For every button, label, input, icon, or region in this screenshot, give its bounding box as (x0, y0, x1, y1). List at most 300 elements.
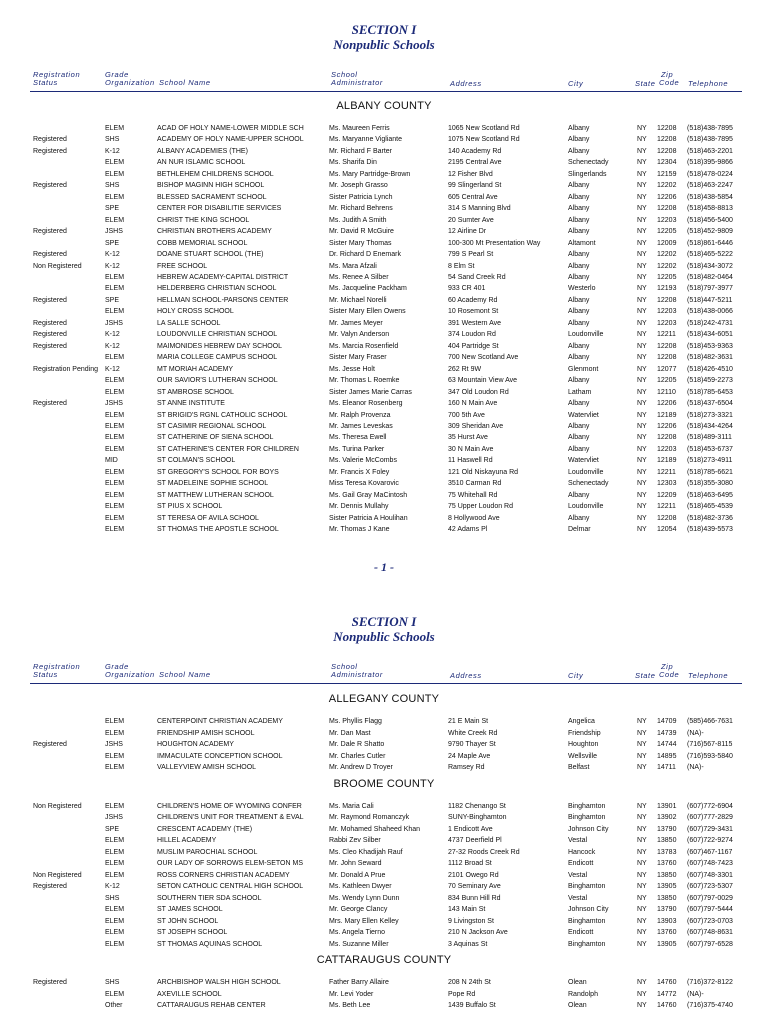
cell-state: NY (637, 377, 647, 385)
cell-telephone: (518)273-3321 (687, 411, 733, 419)
header-school-name: School Name (159, 670, 211, 679)
cell-telephone: (518)456-5400 (687, 216, 733, 224)
cell-zip: 12304 (657, 159, 677, 167)
cell-grade-organization: ELEM (105, 434, 125, 442)
cell-zip: 12208 (657, 296, 677, 304)
cell-telephone: (607)467-1167 (687, 848, 733, 856)
county-heading: BROOME COUNTY (333, 777, 435, 790)
cell-school-name: ACADEMY OF HOLY NAME-UPPER SCHOOL (157, 136, 304, 144)
cell-telephone: (518)478-0224 (687, 170, 733, 178)
cell-school-administrator: Mr. Ralph Provenza (329, 411, 391, 419)
cell-city: Latham (568, 388, 592, 396)
cell-city: Albany (568, 354, 590, 362)
table-row (0, 989, 768, 1001)
cell-school-name: BETHLEHEM CHILDRENS SCHOOL (157, 170, 274, 178)
cell-telephone: (716)375-4740 (687, 1002, 733, 1009)
cell-city: Olean (568, 979, 587, 986)
cell-zip: 13760 (657, 929, 677, 936)
cell-city: Johnson City (568, 906, 609, 913)
cell-school-administrator: Ms. Suzanne Miller (329, 940, 389, 948)
cell-grade-organization: JSHS (105, 814, 123, 821)
table-row (0, 835, 768, 847)
cell-address: 834 Bunn Hill Rd (448, 894, 501, 902)
cell-school-name: OUR LADY OF SORROWS ELEM-SETON MS (157, 860, 303, 867)
cell-state: NY (637, 365, 647, 373)
cell-grade-organization: ELEM (105, 990, 125, 998)
cell-telephone: (607)723-5307 (687, 883, 733, 890)
cell-city: Altamont (568, 239, 596, 247)
cell-state: NY (637, 354, 647, 362)
table-row (0, 146, 768, 158)
cell-state: NY (637, 422, 647, 430)
cell-school-administrator: Ms. Maryanne Vigliante (329, 136, 403, 144)
cell-registration-status: Registered (33, 182, 67, 190)
cell-zip: 12211 (657, 468, 676, 476)
cell-grade-organization: ELEM (105, 422, 125, 430)
cell-state: NY (637, 445, 647, 453)
cell-city: Watervliet (568, 457, 599, 465)
cell-registration-status: Non Registered (33, 262, 82, 270)
cell-registration-status: Registered (33, 741, 67, 748)
cell-state: NY (637, 216, 647, 224)
table-row (0, 375, 768, 387)
cell-grade-organization: ELEM (105, 445, 125, 453)
cell-state: NY (637, 802, 647, 810)
table-row (0, 881, 768, 893)
cell-state: NY (637, 514, 647, 522)
county-heading: CATTARAUGUS COUNTY (316, 954, 452, 966)
table-row (0, 751, 768, 763)
cell-grade-organization: K-12 (105, 251, 120, 259)
cell-grade-organization: ELEM (105, 526, 125, 534)
cell-school-administrator: Mr. Joseph Grasso (329, 182, 388, 190)
cell-grade-organization: ELEM (105, 411, 125, 419)
cell-zip: 12208 (657, 136, 677, 144)
table-row (0, 927, 768, 939)
cell-city: Albany (568, 182, 590, 190)
cell-zip: 13903 (657, 917, 677, 925)
cell-school-administrator: Ms. Mary Partridge-Brown (329, 170, 411, 178)
cell-grade-organization: K-12 (105, 365, 120, 373)
cell-address: 99 Slingerland St (448, 182, 502, 190)
cell-address: 309 Sheridan Ave (448, 422, 504, 430)
cell-telephone: (607)722-9274 (687, 837, 733, 844)
cell-address: SUNY-Binghamton (448, 814, 507, 821)
table-row (0, 762, 768, 774)
cell-state: NY (637, 837, 647, 844)
cell-address: 70 Seminary Ave (448, 883, 501, 890)
cell-school-administrator: Miss Teresa Kovarovic (329, 480, 399, 488)
cell-grade-organization: ELEM (105, 354, 125, 362)
cell-school-administrator: Ms. Wendy Lynn Dunn (329, 894, 400, 902)
cell-city: Binghamton (568, 883, 606, 890)
cell-school-administrator: Dr. Richard D Enemark (329, 251, 401, 259)
table-row (0, 318, 768, 330)
cell-state: NY (637, 990, 647, 998)
cell-state: NY (637, 526, 647, 534)
cell-grade-organization: JSHS (105, 319, 123, 327)
cell-state: NY (637, 871, 647, 879)
cell-city: Wellsville (568, 752, 598, 760)
cell-zip: 14760 (657, 1002, 677, 1009)
cell-state: NY (637, 752, 647, 760)
cell-address: 30 N Main Ave (448, 445, 494, 453)
cell-state: NY (637, 285, 647, 293)
cell-grade-organization: ELEM (105, 906, 125, 913)
cell-zip: 12206 (657, 193, 677, 201)
cell-grade-organization: SHS (105, 979, 120, 986)
cell-school-name: HELLMAN SCHOOL-PARSONS CENTER (157, 296, 289, 304)
cell-registration-status: Registered (33, 979, 67, 986)
table-row (0, 295, 768, 307)
cell-address: 12 Fisher Blvd (448, 170, 493, 178)
table-row (0, 870, 768, 882)
cell-grade-organization: ELEM (105, 480, 125, 488)
cell-zip: 13760 (657, 860, 677, 867)
cell-city: Albany (568, 319, 590, 327)
cell-school-administrator: Ms. Valerie McCombs (329, 457, 397, 465)
table-row (0, 364, 768, 376)
cell-registration-status: Registered (33, 319, 67, 327)
cell-address: 700 5th Ave (448, 411, 485, 419)
cell-city: Endicott (568, 860, 594, 867)
cell-zip: 12203 (657, 216, 677, 224)
table-row (0, 812, 768, 824)
cell-telephone: (518)489-3111 (687, 434, 732, 442)
cell-zip: 13790 (657, 825, 677, 833)
section-subtitle: Nonpublic Schools (333, 629, 435, 644)
cell-school-name: MUSLIM PAROCHIAL SCHOOL (157, 848, 258, 856)
cell-address: 11 Haswell Rd (448, 457, 493, 465)
cell-city: Friendship (568, 729, 601, 737)
header-registration-status: Registration Status (33, 662, 81, 679)
cell-address: 4737 Deerfield Pl (448, 837, 502, 844)
section-title: SECTION I (351, 614, 417, 629)
cell-address: 262 Rt 9W (448, 365, 482, 373)
cell-school-administrator: Mr. Valyn Anderson (329, 331, 390, 339)
cell-registration-status: Registered (33, 147, 67, 155)
cell-telephone: (518)426-4510 (687, 365, 733, 373)
cell-school-name: ST JAMES SCHOOL (157, 906, 223, 913)
cell-zip: 13905 (657, 883, 677, 890)
cell-school-name: COBB MEMORIAL SCHOOL (157, 239, 248, 247)
cell-state: NY (637, 979, 647, 986)
table-row (0, 123, 768, 135)
cell-telephone: (518)438-7895 (687, 136, 733, 144)
cell-school-administrator: Mr. Richard F Barter (329, 147, 393, 155)
cell-telephone: (518)438-7895 (687, 125, 733, 132)
cell-city: Albany (568, 273, 590, 281)
cell-city: Albany (568, 262, 590, 270)
cell-city: Westerlo (568, 285, 596, 293)
cell-state: NY (637, 814, 647, 821)
cell-address: 10 Rosemont St (448, 308, 499, 316)
cell-state: NY (637, 147, 647, 155)
cell-school-name: ST PIUS X SCHOOL (157, 503, 223, 511)
cell-city: Binghamton (568, 802, 606, 810)
cell-school-name: ST THOMAS THE APOSTLE SCHOOL (157, 526, 279, 534)
cell-telephone: (518)438-0066 (687, 308, 733, 316)
cell-state: NY (637, 273, 647, 281)
cell-telephone: (607)748-3301 (687, 871, 733, 879)
cell-zip: 14760 (657, 979, 677, 986)
header-address: Address (450, 671, 482, 680)
cell-city: Albany (568, 147, 590, 155)
cell-telephone: (607)797-0029 (687, 894, 733, 902)
cell-city: Olean (568, 1002, 587, 1009)
cell-city: Belfast (568, 764, 590, 771)
cell-school-administrator: Sister Mary Thomas (329, 239, 392, 247)
cell-state: NY (637, 296, 647, 304)
cell-school-name: CHILDREN'S HOME OF WYOMING CONFER (157, 802, 302, 810)
header-registration-status: Registration Status (33, 70, 81, 87)
cell-zip: 12205 (657, 377, 677, 385)
cell-telephone: (518)861-6446 (687, 239, 733, 247)
cell-address: 404 Partridge St (448, 342, 499, 350)
header-state: State (635, 671, 656, 680)
cell-zip: 13905 (657, 940, 677, 948)
cell-address: 8 Elm St (448, 262, 475, 270)
cell-state: NY (637, 741, 647, 748)
cell-school-administrator: Sister Patricia Lynch (329, 193, 393, 201)
header-zip-code: Zip Code (659, 70, 680, 87)
header-telephone: Telephone (688, 671, 729, 680)
table-row (0, 306, 768, 318)
table-row (0, 801, 768, 813)
cell-city: Vestal (568, 894, 588, 902)
cell-school-administrator: Mr. Dennis Mullahy (329, 503, 389, 511)
cell-school-name: ST JOSEPH SCHOOL (157, 929, 228, 936)
cell-grade-organization: ELEM (105, 871, 125, 879)
cell-telephone: (518)355-3080 (687, 480, 733, 488)
cell-state: NY (637, 718, 647, 725)
cell-zip: 12208 (657, 342, 677, 350)
table-row (0, 939, 768, 951)
cell-school-name: LA SALLE SCHOOL (157, 319, 221, 327)
cell-state: NY (637, 411, 647, 419)
table-row (0, 134, 768, 146)
cell-zip: 12206 (657, 422, 677, 430)
cell-address: 2195 Central Ave (448, 159, 502, 167)
cell-grade-organization: ELEM (105, 848, 125, 856)
cell-zip: 13902 (657, 814, 677, 821)
cell-zip: 12205 (657, 228, 677, 236)
cell-telephone: (607)748-7423 (687, 860, 733, 867)
cell-address: 54 Sand Creek Rd (448, 273, 506, 281)
cell-school-name: BISHOP MAGINN HIGH SCHOOL (157, 182, 265, 190)
cell-city: Delmar (568, 526, 591, 534)
table-row (0, 432, 768, 444)
table-row (0, 904, 768, 916)
header-zip-code: Zip Code (659, 662, 680, 679)
cell-registration-status: Registered (33, 136, 67, 144)
cell-city: Albany (568, 400, 590, 408)
cell-city: Loudonville (568, 503, 604, 511)
cell-telephone: (518)482-3736 (687, 514, 733, 522)
cell-school-administrator: Ms. Angela Tierno (329, 929, 386, 936)
cell-zip: 12202 (657, 182, 677, 190)
header-grade-organization: Grade Organization (105, 662, 155, 679)
cell-grade-organization: SHS (105, 894, 120, 902)
table-row (0, 238, 768, 250)
cell-address: 347 Old Loudon Rd (448, 388, 509, 396)
cell-telephone: (716)567-8115 (687, 741, 733, 748)
cell-telephone: (518)439-5573 (687, 526, 733, 534)
cell-grade-organization: SHS (105, 136, 120, 144)
cell-telephone: (518)463-6495 (687, 491, 733, 499)
cell-grade-organization: ELEM (105, 917, 125, 925)
table-row (0, 283, 768, 295)
cell-school-administrator: Ms. Maria Cali (329, 802, 374, 810)
cell-telephone: (NA)- (687, 764, 704, 771)
table-row (0, 858, 768, 870)
table-row (0, 467, 768, 479)
cell-address: Ramsey Rd (448, 764, 485, 771)
cell-address: 1075 New Scotland Rd (448, 136, 520, 144)
header-rule (30, 91, 742, 92)
cell-grade-organization: Other (105, 1002, 123, 1009)
cell-telephone: (518)242-4731 (687, 319, 733, 327)
cell-address: 27-32 Roods Creek Rd (448, 848, 520, 856)
cell-city: Vestal (568, 871, 588, 879)
cell-telephone: (607)777-2829 (687, 814, 733, 821)
cell-state: NY (637, 251, 647, 259)
cell-school-name: HOLY CROSS SCHOOL (157, 308, 234, 316)
cell-school-name: CENTER FOR DISABILITIE SERVICES (157, 205, 282, 213)
cell-city: Albany (568, 377, 590, 385)
cell-city: Albany (568, 491, 590, 499)
cell-zip: 12189 (657, 411, 677, 419)
cell-grade-organization: ELEM (105, 308, 125, 316)
cell-state: NY (637, 1002, 647, 1009)
cell-address: 140 Academy Rd (448, 147, 502, 155)
cell-state: NY (637, 825, 647, 833)
table-row (0, 893, 768, 905)
page-number: - 1 - (374, 560, 394, 574)
table-row (0, 226, 768, 238)
cell-zip: 12303 (657, 480, 677, 488)
cell-zip: 12203 (657, 445, 677, 453)
cell-state: NY (637, 125, 647, 132)
table-row (0, 180, 768, 192)
table-row (0, 455, 768, 467)
cell-school-administrator: Mr. Michael Norelli (329, 296, 387, 304)
cell-city: Vestal (568, 837, 588, 844)
cell-telephone: (518)482-3631 (687, 354, 733, 362)
cell-telephone: (518)453-9363 (687, 342, 733, 350)
cell-city: Endicott (568, 929, 594, 936)
cell-school-administrator: Mr. David R McGuire (329, 228, 394, 236)
cell-city: Albany (568, 422, 590, 430)
cell-state: NY (637, 929, 647, 936)
cell-registration-status: Registered (33, 331, 67, 339)
cell-school-name: ACAD OF HOLY NAME-LOWER MIDDLE SCH (157, 125, 304, 132)
cell-school-name: CATTARAUGUS REHAB CENTER (157, 1002, 266, 1009)
cell-grade-organization: K-12 (105, 147, 120, 155)
cell-zip: 14711 (657, 764, 676, 771)
cell-zip: 12208 (657, 354, 677, 362)
cell-school-name: LOUDONVILLE CHRISTIAN SCHOOL (157, 331, 278, 339)
cell-zip: 12208 (657, 147, 677, 155)
cell-city: Watervliet (568, 411, 599, 419)
cell-address: 374 Loudon Rd (448, 331, 496, 339)
table-row (0, 261, 768, 273)
cell-school-administrator: Mr. Mohamed Shaheed Khan (329, 825, 421, 833)
cell-grade-organization: JSHS (105, 741, 123, 748)
cell-grade-organization: ELEM (105, 514, 125, 522)
cell-school-administrator: Ms. Judith A Smith (329, 216, 387, 224)
cell-city: Albany (568, 136, 590, 144)
cell-state: NY (637, 331, 647, 339)
cell-school-administrator: Mr. James Leveskas (329, 422, 393, 430)
cell-grade-organization: ELEM (105, 193, 125, 201)
cell-school-name: ST ANNE INSTITUTE (157, 400, 225, 408)
cell-state: NY (637, 860, 647, 867)
cell-city: Albany (568, 434, 590, 442)
header-school-name: School Name (159, 78, 211, 87)
cell-grade-organization: ELEM (105, 388, 125, 396)
cell-school-name: ST COLMAN'S SCHOOL (157, 457, 236, 465)
cell-city: Randolph (568, 990, 598, 998)
cell-city: Albany (568, 205, 590, 213)
cell-school-administrator: Mr. Richard Behrens (329, 205, 393, 213)
cell-telephone: (518)447-5211 (687, 296, 733, 304)
cell-telephone: (607)797-6528 (687, 940, 733, 948)
cell-state: NY (637, 906, 647, 913)
cell-grade-organization: ELEM (105, 285, 125, 293)
cell-school-name: ST JOHN SCHOOL (157, 917, 219, 925)
header-city: City (568, 79, 584, 88)
cell-zip: 14895 (657, 752, 677, 760)
cell-telephone: (518)797-3977 (687, 285, 733, 293)
cell-grade-organization: ELEM (105, 216, 125, 224)
cell-grade-organization: ELEM (105, 125, 125, 132)
cell-address: 121 Old Niskayuna Rd (448, 468, 519, 476)
cell-school-administrator: Sister Mary Fraser (329, 354, 387, 362)
cell-city: Schenectady (568, 480, 609, 488)
cell-city: Binghamton (568, 917, 606, 925)
table-row (0, 421, 768, 433)
cell-school-administrator: Mr. Francis X Foley (329, 468, 390, 476)
cell-city: Slingerlands (568, 170, 607, 178)
cell-state: NY (637, 894, 647, 902)
table-row (0, 387, 768, 399)
cell-state: NY (637, 468, 647, 476)
cell-state: NY (637, 193, 647, 201)
cell-school-administrator: Mr. Donald A Prue (329, 871, 386, 879)
table-row (0, 916, 768, 928)
cell-state: NY (637, 205, 647, 213)
cell-address: 314 S Manning Blvd (448, 205, 511, 213)
cell-grade-organization: K-12 (105, 262, 120, 270)
cell-telephone: (607)729-3431 (687, 825, 733, 833)
cell-zip: 12193 (657, 285, 677, 293)
cell-grade-organization: MID (105, 457, 118, 465)
cell-school-administrator: Rabbi Zev Silber (329, 837, 381, 844)
header-telephone: Telephone (688, 79, 729, 88)
cell-address: 60 Academy Rd (448, 296, 498, 304)
cell-telephone: (716)372-8122 (687, 979, 733, 986)
cell-zip: 12206 (657, 400, 677, 408)
cell-grade-organization: ELEM (105, 802, 125, 810)
cell-school-name: CHRIST THE KING SCHOOL (157, 216, 250, 224)
cell-school-administrator: Mr. George Clancy (329, 906, 388, 913)
cell-school-name: ALBANY ACADEMIES (THE) (157, 147, 248, 155)
cell-address: 20 Sumter Ave (448, 216, 494, 224)
cell-address: 799 S Pearl St (448, 251, 494, 259)
table-row (0, 716, 768, 728)
cell-school-administrator: Sister Patricia A Houlihan (329, 514, 408, 522)
